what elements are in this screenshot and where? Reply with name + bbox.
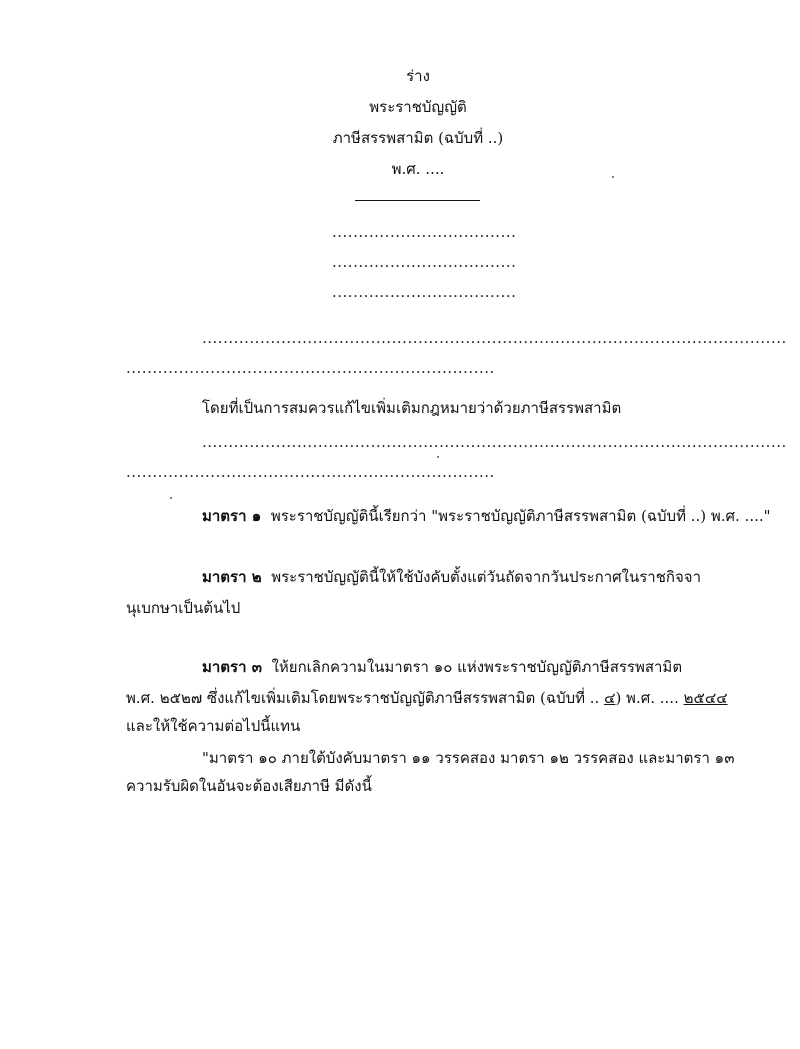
section-3-text-1: ให้ยกเลิกความในมาตรา ๑๐ แห่งพระราชบัญญัติภาษีสรรพสามิต [271,658,683,676]
section-3-line-2 [126,688,728,708]
act-year: พ.ศ. .... [391,160,445,178]
section-3-label: มาตรา ๓ [202,658,263,676]
section-2 [202,567,701,587]
section-3-amend-year: ๒๕๔๔ [683,689,728,707]
section-3-text-2b: ) พ.ศ. .... [615,689,684,707]
section-2-text-2: นุเบกษาเป็นต้นไป [126,599,241,617]
preamble-dotted-2: ...................................................................... [126,463,495,481]
preamble-dotted-1: ............................................................................................................... [202,433,787,451]
preamble-text: โดยที่เป็นการสมควรแก้ไขเพิ่มเติมกฎหมายว่าด้วยภาษีสรรพสามิต [202,399,622,417]
quote-line-1: "มาตรา ๑๐ ภายใต้บังคับมาตรา ๑๑ วรรคสอง มาตรา ๑๒ วรรคสอง และมาตรา ๑๓ [202,749,735,767]
blank-line-3: ................................... [332,283,517,301]
section-1 [202,506,771,526]
act-type-heading: พระราชบัญญัติ [369,98,467,116]
dotted-line-1: ............................................................................................................... [202,329,787,347]
section-2-text-1: พระราชบัญญัตินี้ให้ใช้บังคับตั้งแต่วันถัดจากวันประกาศในราชกิจจา [271,568,701,586]
blank-line-2: ................................... [332,253,517,271]
draft-label: ร่าง [406,67,430,85]
dotted-line-2: ...................................................................... [126,359,495,377]
blank-line-1: ................................... [332,223,517,241]
title-divider [355,200,480,201]
section-2-label: มาตรา ๒ [202,568,262,586]
section-3-amend-number: ๔ [604,689,616,707]
section-3-text-2a: พ.ศ. ๒๕๒๗ ซึ่งแก้ไขเพิ่มเติมโดยพระราชบัญญัติภาษีสรรพสามิต (ฉบับที่ .. [126,689,605,707]
scan-speck [437,456,439,458]
section-1-label: มาตรา ๑ [202,507,262,525]
section-3 [202,657,682,677]
quote-line-2: ความรับผิดในอันจะต้องเสียภาษี มีดังนี้ [126,777,372,795]
act-name-heading: ภาษีสรรพสามิต (ฉบับที่ ..) [332,129,504,147]
section-1-text: พระราชบัญญัตินี้เรียกว่า "พระราชบัญญัติภาษีสรรพสามิต (ฉบับที่ ..) พ.ศ. ...." [270,507,771,525]
scan-speck [612,176,614,178]
section-3-text-3: และให้ใช้ความต่อไปนี้แทน [126,717,301,735]
scan-speck [170,497,172,499]
